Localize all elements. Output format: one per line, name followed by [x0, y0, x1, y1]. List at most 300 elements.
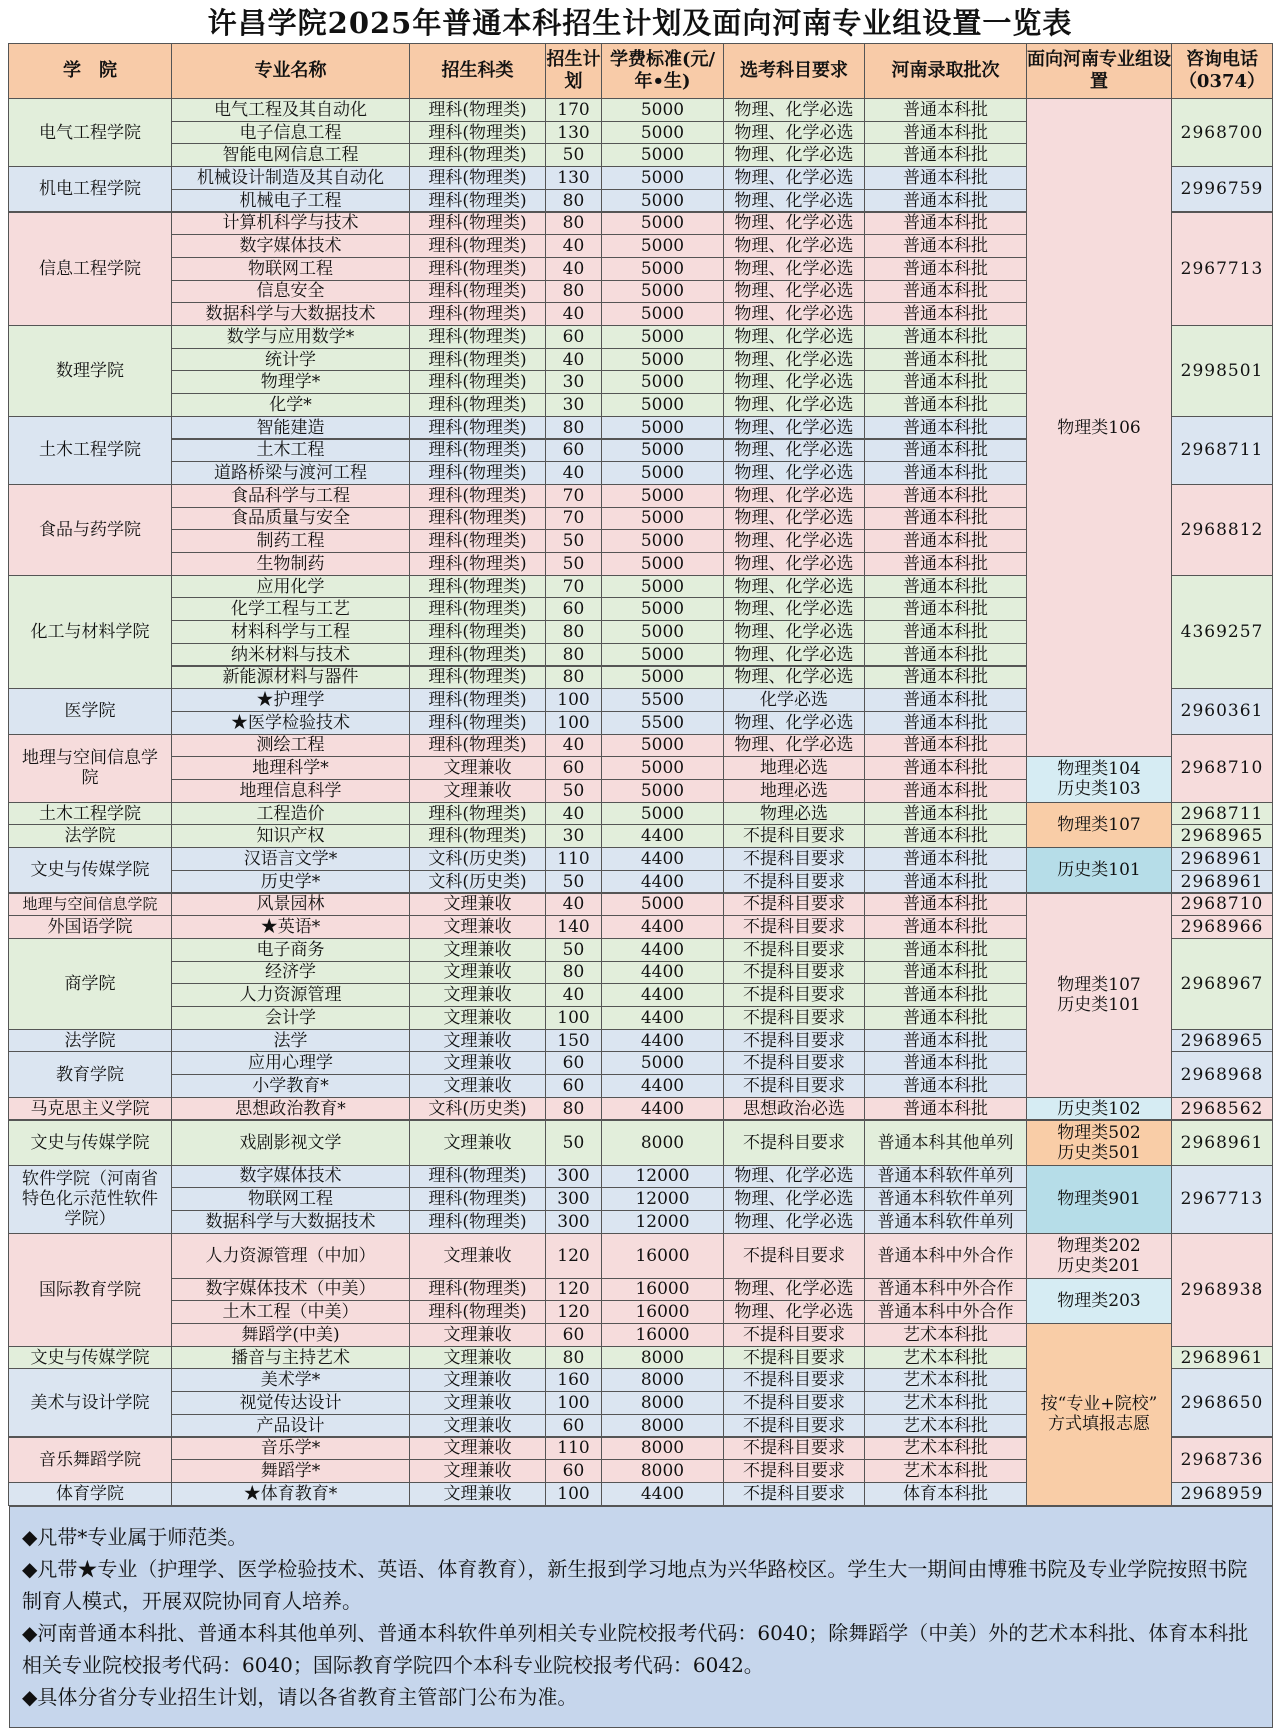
major-group-cell	[1026, 1278, 1172, 1324]
plan-count-cell: 50	[545, 552, 602, 576]
tuition-cell: 5000	[601, 484, 724, 508]
subject-req-cell: 物理、化学必选	[723, 143, 865, 167]
plan-count-cell: 80	[545, 189, 602, 213]
college-cell: 化工与材料学院	[8, 575, 172, 690]
subject-req-cell: 物理、化学必选	[723, 416, 865, 440]
category-cell: 理科(物理类)	[409, 802, 546, 826]
subject-req-cell: 地理必选	[723, 756, 865, 780]
phone-cell: 2960361	[1171, 688, 1273, 734]
tuition-cell: 5000	[601, 552, 724, 576]
college-cell: 法学院	[8, 1029, 172, 1053]
batch-cell: 艺术本科批	[864, 1323, 1027, 1347]
subject-req-cell: 不提科目要求	[723, 1482, 865, 1506]
header-col-plan: 招生计划	[545, 43, 602, 99]
category-cell: 文理兼收	[409, 1437, 546, 1461]
subject-req-cell: 物理、化学必选	[723, 529, 865, 553]
major-name-cell: 数字媒体技术	[171, 234, 410, 258]
subject-req-cell: 不提科目要求	[723, 1368, 865, 1392]
major-name-cell: 视觉传达设计	[171, 1391, 410, 1415]
major-name-cell: 信息安全	[171, 280, 410, 304]
plan-count-cell: 110	[545, 847, 602, 871]
batch-cell: 普通本科批	[864, 166, 1027, 190]
tuition-cell: 5000	[601, 189, 724, 213]
header-col-tuition: 学费标准(元/年•生)	[601, 43, 724, 99]
college-cell: 土木工程学院	[8, 802, 172, 826]
subject-req-cell: 物理、化学必选	[723, 280, 865, 304]
college-cell: 电气工程学院	[8, 98, 172, 167]
plan-count-cell: 70	[545, 575, 602, 599]
tuition-cell: 8000	[601, 1459, 724, 1483]
major-name-cell: 舞蹈学(中美)	[171, 1323, 410, 1347]
major-name-cell: 道路桥梁与渡河工程	[171, 461, 410, 485]
major-group-line: 方式填报志愿	[1048, 1414, 1150, 1435]
category-cell: 理科(物理类)	[409, 1165, 546, 1189]
phone-cell: 2968965	[1171, 824, 1273, 848]
batch-cell: 普通本科批	[864, 484, 1027, 508]
major-name-cell: 历史学*	[171, 870, 410, 894]
batch-cell: 普通本科中外合作	[864, 1278, 1027, 1302]
subject-req-cell: 物理、化学必选	[723, 212, 865, 236]
plan-count-cell: 30	[545, 824, 602, 848]
subject-req-cell: 物理、化学必选	[723, 121, 865, 145]
major-group-line: 历史类103	[1057, 779, 1141, 800]
subject-req-cell: 不提科目要求	[723, 824, 865, 848]
tuition-cell: 5000	[601, 143, 724, 167]
batch-cell: 普通本科软件单列	[864, 1187, 1027, 1211]
major-name-cell: 戏剧影视文学	[171, 1120, 410, 1166]
plan-count-cell: 50	[545, 870, 602, 894]
subject-req-cell: 不提科目要求	[723, 1459, 865, 1483]
subject-req-cell: 不提科目要求	[723, 1074, 865, 1098]
note-line: ◆凡带★专业（护理学、医学检验技术、英语、体育教育），新生报到学习地点为兴华路校区。学生大一期间由博雅书院及专业学院按照书院制育人模式，开展双院协同育人培养。	[22, 1557, 1248, 1613]
category-cell: 文理兼收	[409, 756, 546, 780]
plan-count-cell: 50	[545, 529, 602, 553]
batch-cell: 普通本科批	[864, 1074, 1027, 1098]
major-name-cell: 食品质量与安全	[171, 507, 410, 531]
major-group-cell	[1026, 802, 1172, 848]
category-cell: 理科(物理类)	[409, 212, 546, 236]
batch-cell: 普通本科批	[864, 529, 1027, 553]
batch-cell: 普通本科批	[864, 416, 1027, 440]
category-cell: 理科(物理类)	[409, 643, 546, 667]
batch-cell: 普通本科批	[864, 1097, 1027, 1121]
plan-count-cell: 80	[545, 416, 602, 440]
phone-cell: 2968961	[1171, 870, 1273, 894]
category-cell: 文理兼收	[409, 961, 546, 985]
tuition-cell: 5000	[601, 734, 724, 758]
plan-count-cell: 300	[545, 1210, 602, 1234]
page-title: 许昌学院2025年普通本科招生计划及面向河南专业组设置一览表	[207, 6, 1073, 40]
category-cell: 理科(物理类)	[409, 734, 546, 758]
major-name-cell: 物联网工程	[171, 1187, 410, 1211]
batch-cell: 艺术本科批	[864, 1346, 1027, 1370]
header-col-group: 面向河南专业组设置	[1026, 43, 1172, 99]
plan-count-cell: 40	[545, 302, 602, 326]
batch-cell: 普通本科批	[864, 893, 1027, 917]
batch-cell: 普通本科批	[864, 552, 1027, 576]
batch-cell: 普通本科批	[864, 756, 1027, 780]
category-cell: 理科(物理类)	[409, 189, 546, 213]
plan-count-cell: 300	[545, 1165, 602, 1189]
major-group-cell	[1026, 756, 1172, 802]
plan-count-cell: 60	[545, 756, 602, 780]
tuition-cell: 8000	[601, 1414, 724, 1438]
plan-count-cell: 120	[545, 1233, 602, 1279]
major-group-line: 物理类107	[1057, 975, 1141, 996]
tuition-cell: 5000	[601, 756, 724, 780]
major-name-cell: 数字媒体技术（中美）	[171, 1278, 410, 1302]
major-group-line: 历史类201	[1057, 1255, 1141, 1276]
batch-cell: 普通本科批	[864, 938, 1027, 962]
major-name-cell: 统计学	[171, 348, 410, 372]
category-cell: 文理兼收	[409, 1414, 546, 1438]
major-group-cell	[1026, 893, 1172, 1098]
tuition-cell: 4400	[601, 1029, 724, 1053]
tuition-cell: 4400	[601, 847, 724, 871]
category-cell: 文理兼收	[409, 915, 546, 939]
tuition-cell: 5000	[601, 439, 724, 463]
note-line: ◆凡带*专业属于师范类。	[22, 1525, 248, 1549]
plan-count-cell: 130	[545, 121, 602, 145]
subject-req-cell: 物理、化学必选	[723, 257, 865, 281]
batch-cell: 普通本科批	[864, 325, 1027, 349]
batch-cell: 普通本科批	[864, 348, 1027, 372]
tuition-cell: 5000	[601, 280, 724, 304]
tuition-cell: 5000	[601, 257, 724, 281]
plan-count-cell: 120	[545, 1278, 602, 1302]
category-cell: 理科(物理类)	[409, 1187, 546, 1211]
tuition-cell: 4400	[601, 1482, 724, 1506]
category-cell: 理科(物理类)	[409, 143, 546, 167]
category-cell: 文理兼收	[409, 938, 546, 962]
tuition-cell: 5000	[601, 666, 724, 690]
tuition-cell: 5000	[601, 370, 724, 394]
major-name-cell: 地理科学*	[171, 756, 410, 780]
batch-cell: 普通本科批	[864, 302, 1027, 326]
tuition-cell: 5000	[601, 779, 724, 803]
batch-cell: 普通本科批	[864, 870, 1027, 894]
phone-cell: 2968562	[1171, 1097, 1273, 1121]
major-name-cell: 制药工程	[171, 529, 410, 553]
major-name-cell: 法学	[171, 1029, 410, 1053]
subject-req-cell: 物理、化学必选	[723, 439, 865, 463]
major-name-cell: 机械设计制造及其自动化	[171, 166, 410, 190]
college-cell: 美术与设计学院	[8, 1368, 172, 1437]
subject-req-cell: 不提科目要求	[723, 983, 865, 1007]
phone-cell: 2968968	[1171, 1051, 1273, 1097]
major-name-cell: 物联网工程	[171, 257, 410, 281]
major-name-cell: 智能建造	[171, 416, 410, 440]
major-name-cell: 数据科学与大数据技术	[171, 302, 410, 326]
tuition-cell: 5000	[601, 620, 724, 644]
category-cell: 文理兼收	[409, 1459, 546, 1483]
subject-req-cell: 物理、化学必选	[723, 507, 865, 531]
category-cell: 理科(物理类)	[409, 280, 546, 304]
plan-count-cell: 120	[545, 1300, 602, 1324]
category-cell: 理科(物理类)	[409, 688, 546, 712]
category-cell: 理科(物理类)	[409, 620, 546, 644]
category-cell: 文科(历史类)	[409, 847, 546, 871]
major-name-cell: 电气工程及其自动化	[171, 98, 410, 122]
batch-cell: 普通本科批	[864, 393, 1027, 417]
major-name-cell: 电子信息工程	[171, 121, 410, 145]
major-name-cell: 新能源材料与器件	[171, 666, 410, 690]
plan-count-cell: 50	[545, 1120, 602, 1166]
phone-cell: 2967713	[1171, 212, 1273, 327]
tuition-cell: 4400	[601, 915, 724, 939]
phone-cell: 2968650	[1171, 1368, 1273, 1437]
plan-count-cell: 130	[545, 166, 602, 190]
college-cell: 软件学院（河南省特色化示范性软件学院）	[8, 1165, 172, 1234]
category-cell: 理科(物理类)	[409, 98, 546, 122]
category-cell: 文理兼收	[409, 1323, 546, 1347]
subject-req-cell: 不提科目要求	[723, 1051, 865, 1075]
phone-cell: 2968938	[1171, 1233, 1273, 1347]
major-group-cell	[1026, 847, 1172, 893]
subject-req-cell: 物理、化学必选	[723, 597, 865, 621]
major-name-cell: 人力资源管理（中加）	[171, 1233, 410, 1279]
batch-cell: 普通本科批	[864, 779, 1027, 803]
subject-req-cell: 物理、化学必选	[723, 711, 865, 735]
subject-req-cell: 不提科目要求	[723, 1029, 865, 1053]
plan-count-cell: 40	[545, 348, 602, 372]
subject-req-cell: 不提科目要求	[723, 1437, 865, 1461]
plan-count-cell: 50	[545, 143, 602, 167]
tuition-cell: 5000	[601, 325, 724, 349]
subject-req-cell: 不提科目要求	[723, 1006, 865, 1030]
batch-cell: 艺术本科批	[864, 1459, 1027, 1483]
plan-count-cell: 60	[545, 1459, 602, 1483]
category-cell: 文理兼收	[409, 1233, 546, 1279]
subject-req-cell: 不提科目要求	[723, 893, 865, 917]
batch-cell: 普通本科批	[864, 121, 1027, 145]
major-name-cell: 纳米材料与技术	[171, 643, 410, 667]
plan-count-cell: 110	[545, 1437, 602, 1461]
tuition-cell: 4400	[601, 1006, 724, 1030]
batch-cell: 艺术本科批	[864, 1437, 1027, 1461]
batch-cell: 普通本科批	[864, 507, 1027, 531]
batch-cell: 普通本科批	[864, 280, 1027, 304]
tuition-cell: 4400	[601, 870, 724, 894]
tuition-cell: 16000	[601, 1233, 724, 1279]
plan-count-cell: 80	[545, 666, 602, 690]
phone-cell: 2968961	[1171, 847, 1273, 871]
tuition-cell: 16000	[601, 1278, 724, 1302]
category-cell: 理科(物理类)	[409, 325, 546, 349]
major-name-cell: 思想政治教育*	[171, 1097, 410, 1121]
phone-cell: 2968959	[1171, 1482, 1273, 1506]
major-name-cell: 风景园林	[171, 893, 410, 917]
subject-req-cell: 物理、化学必选	[723, 370, 865, 394]
college-cell: 机电工程学院	[8, 166, 172, 212]
subject-req-cell: 地理必选	[723, 779, 865, 803]
batch-cell: 普通本科批	[864, 824, 1027, 848]
batch-cell: 普通本科软件单列	[864, 1165, 1027, 1189]
category-cell: 文科(历史类)	[409, 1097, 546, 1121]
major-group-line: 物理类502	[1057, 1122, 1141, 1143]
major-name-cell: 材料科学与工程	[171, 620, 410, 644]
tuition-cell: 16000	[601, 1323, 724, 1347]
category-cell: 文理兼收	[409, 1006, 546, 1030]
tuition-cell: 5000	[601, 98, 724, 122]
major-name-cell: 化学*	[171, 393, 410, 417]
phone-cell: 2968700	[1171, 98, 1273, 167]
tuition-cell: 8000	[601, 1346, 724, 1370]
college-cell: 土木工程学院	[8, 416, 172, 485]
tuition-cell: 8000	[601, 1120, 724, 1166]
college-cell: 文史与传媒学院	[8, 847, 172, 893]
major-group-cell	[1026, 1165, 1172, 1234]
plan-count-cell: 40	[545, 983, 602, 1007]
tuition-cell: 4400	[601, 1097, 724, 1121]
tuition-cell: 4400	[601, 938, 724, 962]
subject-req-cell: 物理、化学必选	[723, 1210, 865, 1234]
batch-cell: 普通本科中外合作	[864, 1300, 1027, 1324]
header-col-major: 专业名称	[171, 43, 410, 99]
batch-cell: 普通本科批	[864, 1051, 1027, 1075]
plan-count-cell: 50	[545, 779, 602, 803]
category-cell: 理科(物理类)	[409, 529, 546, 553]
phone-cell: 2968961	[1171, 1346, 1273, 1370]
tuition-cell: 5000	[601, 212, 724, 236]
major-group-cell	[1026, 1323, 1172, 1506]
college-cell: 食品与药学院	[8, 484, 172, 576]
major-name-cell: 地理信息科学	[171, 779, 410, 803]
college-cell: 地理与空间信息学院	[8, 734, 172, 803]
category-cell: 理科(物理类)	[409, 824, 546, 848]
subject-req-cell: 物理、化学必选	[723, 461, 865, 485]
subject-req-cell: 思想政治必选	[723, 1097, 865, 1121]
major-group-line: 历史类101	[1057, 995, 1141, 1016]
tuition-cell: 5500	[601, 711, 724, 735]
batch-cell: 普通本科批	[864, 666, 1027, 690]
major-name-cell: ★英语*	[171, 915, 410, 939]
batch-cell: 普通本科批	[864, 688, 1027, 712]
major-name-cell: 食品科学与工程	[171, 484, 410, 508]
college-cell: 外国语学院	[8, 915, 172, 939]
major-name-cell: 生物制药	[171, 552, 410, 576]
major-group-line: 物理类202	[1057, 1235, 1141, 1256]
category-cell: 理科(物理类)	[409, 552, 546, 576]
tuition-cell: 5000	[601, 234, 724, 258]
college-cell: 商学院	[8, 938, 172, 1030]
plan-count-cell: 30	[545, 393, 602, 417]
category-cell: 文理兼收	[409, 779, 546, 803]
subject-req-cell: 不提科目要求	[723, 870, 865, 894]
major-group-line: 历史类501	[1057, 1142, 1141, 1163]
plan-count-cell: 80	[545, 620, 602, 644]
major-name-cell: 知识产权	[171, 824, 410, 848]
plan-count-cell: 40	[545, 461, 602, 485]
phone-cell: 2968711	[1171, 802, 1273, 826]
batch-cell: 普通本科批	[864, 370, 1027, 394]
major-name-cell: 计算机科学与技术	[171, 212, 410, 236]
major-group-line: 历史类101	[1057, 860, 1141, 881]
category-cell: 文理兼收	[409, 1346, 546, 1370]
plan-count-cell: 80	[545, 212, 602, 236]
subject-req-cell: 不提科目要求	[723, 1323, 865, 1347]
major-name-cell: 数据科学与大数据技术	[171, 1210, 410, 1234]
category-cell: 理科(物理类)	[409, 121, 546, 145]
plan-count-cell: 150	[545, 1029, 602, 1053]
category-cell: 理科(物理类)	[409, 348, 546, 372]
major-group-line: 物理类901	[1057, 1189, 1141, 1210]
subject-req-cell: 物理、化学必选	[723, 575, 865, 599]
plan-count-cell: 60	[545, 1051, 602, 1075]
batch-cell: 普通本科批	[864, 461, 1027, 485]
plan-count-cell: 300	[545, 1187, 602, 1211]
phone-cell: 2968812	[1171, 484, 1273, 576]
major-name-cell: 工程造价	[171, 802, 410, 826]
college-cell: 马克思主义学院	[8, 1097, 172, 1121]
header-col-subjects: 选考科目要求	[723, 43, 865, 99]
college-cell: 文史与传媒学院	[8, 1346, 172, 1370]
phone-cell: 2967713	[1171, 1165, 1273, 1234]
tuition-cell: 16000	[601, 1300, 724, 1324]
major-group-line: 物理类107	[1057, 814, 1141, 835]
subject-req-cell: 物理必选	[723, 802, 865, 826]
category-cell: 理科(物理类)	[409, 257, 546, 281]
major-name-cell: 美术学*	[171, 1368, 410, 1392]
plan-count-cell: 60	[545, 1323, 602, 1347]
batch-cell: 普通本科中外合作	[864, 1233, 1027, 1279]
tuition-cell: 5000	[601, 643, 724, 667]
phone-cell: 2968710	[1171, 734, 1273, 803]
tuition-cell: 5000	[601, 893, 724, 917]
batch-cell: 普通本科批	[864, 734, 1027, 758]
college-cell: 国际教育学院	[8, 1233, 172, 1347]
phone-cell: 2968967	[1171, 938, 1273, 1030]
phone-cell: 2968736	[1171, 1437, 1273, 1483]
subject-req-cell: 物理、化学必选	[723, 666, 865, 690]
batch-cell: 普通本科批	[864, 575, 1027, 599]
subject-req-cell: 不提科目要求	[723, 1120, 865, 1166]
category-cell: 文理兼收	[409, 1029, 546, 1053]
tuition-cell: 5000	[601, 802, 724, 826]
batch-cell: 普通本科批	[864, 915, 1027, 939]
batch-cell: 普通本科批	[864, 98, 1027, 122]
major-name-cell: 测绘工程	[171, 734, 410, 758]
college-cell: 文史与传媒学院	[8, 1120, 172, 1166]
batch-cell: 艺术本科批	[864, 1414, 1027, 1438]
subject-req-cell: 物理、化学必选	[723, 393, 865, 417]
plan-count-cell: 100	[545, 1391, 602, 1415]
subject-req-cell: 物理、化学必选	[723, 166, 865, 190]
category-cell: 理科(物理类)	[409, 166, 546, 190]
category-cell: 理科(物理类)	[409, 1278, 546, 1302]
phone-cell: 2968965	[1171, 1029, 1273, 1053]
batch-cell: 普通本科批	[864, 212, 1027, 236]
category-cell: 理科(物理类)	[409, 439, 546, 463]
batch-cell: 普通本科批	[864, 1029, 1027, 1053]
tuition-cell: 5000	[601, 597, 724, 621]
major-name-cell: 物理学*	[171, 370, 410, 394]
plan-count-cell: 80	[545, 643, 602, 667]
subject-req-cell: 物理、化学必选	[723, 98, 865, 122]
tuition-cell: 5000	[601, 575, 724, 599]
major-name-cell: 应用化学	[171, 575, 410, 599]
tuition-cell: 5000	[601, 121, 724, 145]
major-name-cell: 产品设计	[171, 1414, 410, 1438]
plan-count-cell: 40	[545, 893, 602, 917]
subject-req-cell: 物理、化学必选	[723, 1165, 865, 1189]
category-cell: 理科(物理类)	[409, 484, 546, 508]
batch-cell: 普通本科批	[864, 439, 1027, 463]
category-cell: 文理兼收	[409, 1368, 546, 1392]
plan-count-cell: 40	[545, 257, 602, 281]
subject-req-cell: 不提科目要求	[723, 1346, 865, 1370]
college-cell: 音乐舞蹈学院	[8, 1437, 172, 1483]
